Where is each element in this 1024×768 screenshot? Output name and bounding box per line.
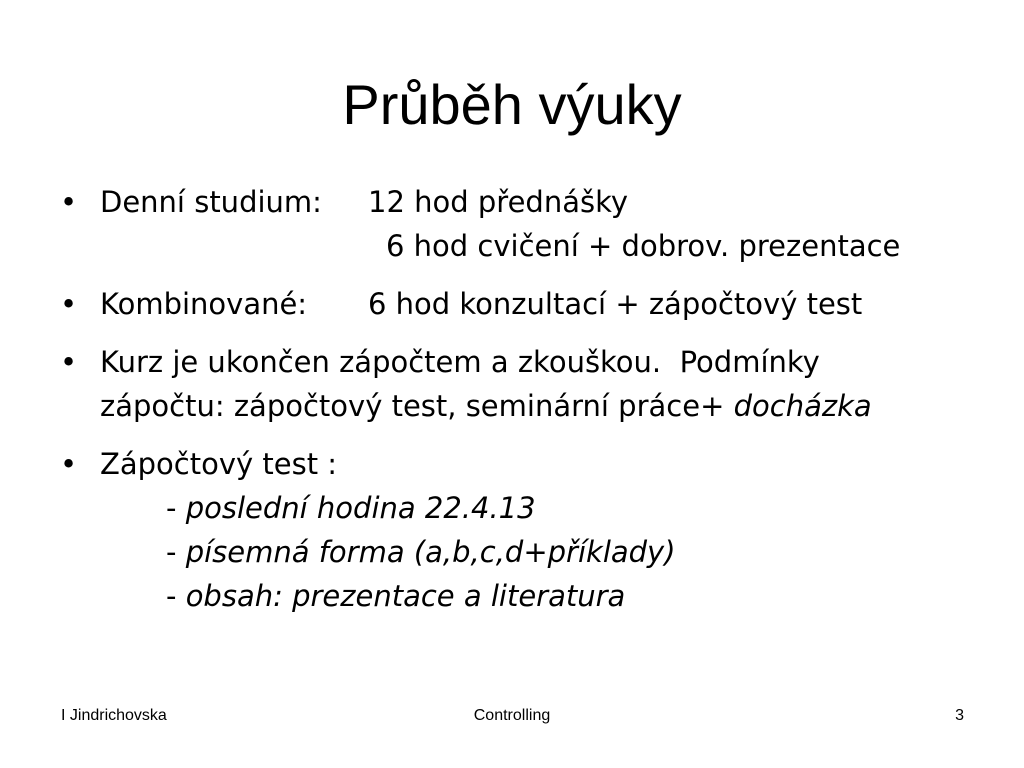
daily-study-lectures: 12 hod přednášky	[368, 185, 628, 219]
bullet-credit-test	[58, 442, 978, 618]
bullet-daily-study	[58, 180, 978, 268]
slide-body	[58, 180, 978, 632]
credit-test-dash: -	[166, 491, 186, 525]
footer-course: Controlling	[473, 707, 551, 724]
bullet-dot: •	[60, 287, 78, 321]
course-completion-line-1: Kurz je ukončen zápočtem a zkouškou. Podmínky	[100, 345, 820, 379]
daily-study-exercises: 6 hod cvičení + dobrov. prezentace	[386, 229, 901, 263]
credit-test-item	[100, 486, 978, 530]
credit-test-item-text: obsah: prezentace a literatura	[185, 579, 626, 613]
bullet-dot: •	[60, 345, 78, 379]
bullet-course-completion	[58, 340, 978, 428]
bullet-dot: •	[60, 185, 78, 219]
credit-test-item	[100, 574, 978, 618]
attendance-text: + docházka	[700, 389, 872, 423]
credit-conditions: zápočtu: zápočtový test, seminární práce	[100, 389, 701, 423]
combined-study-line	[100, 282, 978, 326]
combined-study-label: Kombinované:	[100, 287, 308, 321]
daily-study-line-1	[100, 180, 978, 224]
combined-study-value: 6 hod konzultací + zápočtový test	[368, 287, 863, 321]
credit-test-item-text: písemná forma (a,b,c,d+příklady)	[185, 535, 676, 569]
footer-page-number: 3	[955, 707, 964, 724]
footer-author: I Jindrichovska	[61, 707, 167, 724]
daily-study-label: Denní studium:	[100, 185, 322, 219]
bullet-dot: •	[60, 447, 78, 481]
bullet-combined-study	[58, 282, 978, 326]
credit-test-dash: -	[166, 579, 186, 613]
credit-test-item	[100, 530, 978, 574]
course-completion-line-2	[100, 384, 978, 428]
credit-test-heading: Zápočtový test :	[100, 447, 338, 481]
credit-test-dash: -	[166, 535, 186, 569]
credit-test-item-text: poslední hodina 22.4.13	[185, 491, 536, 525]
slide-title: Průběh výuky	[342, 73, 682, 136]
